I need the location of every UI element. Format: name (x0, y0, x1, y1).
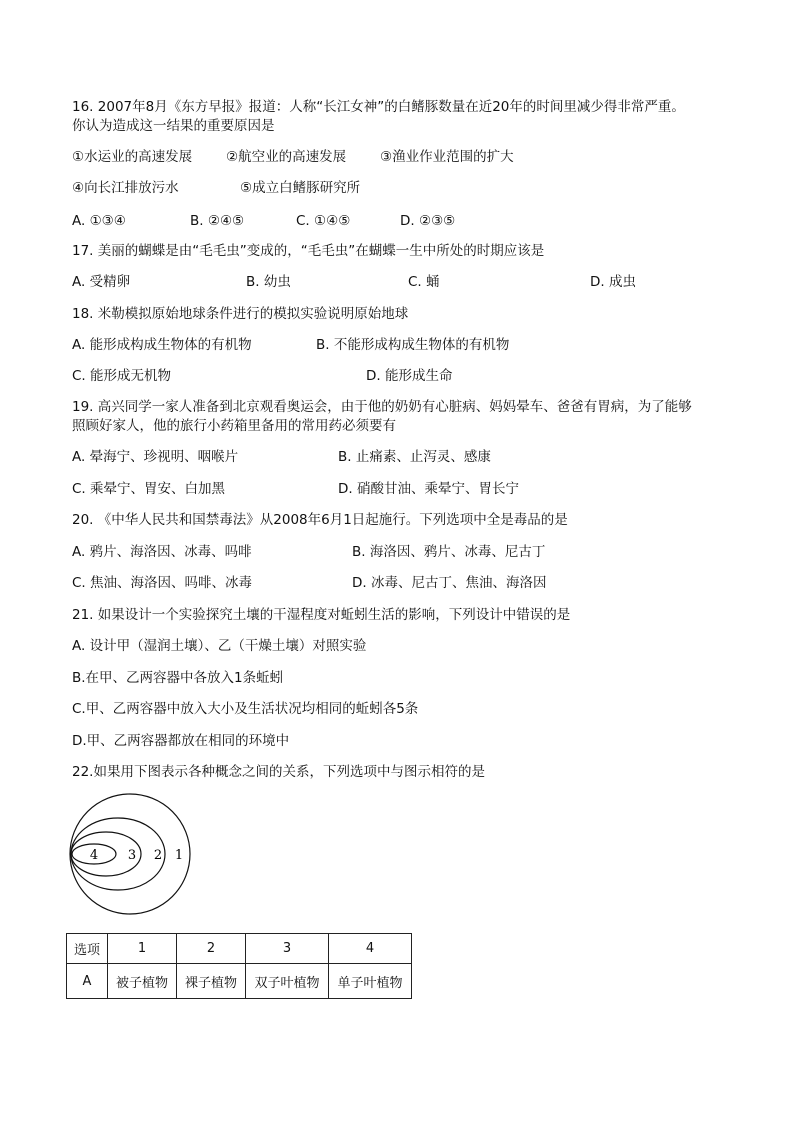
table-header-cell: 3 (246, 934, 329, 964)
q16-item-3: ③渔业作业范围的扩大 (380, 149, 514, 165)
q19-option-c: C. 乘晕宁、胃安、白加黑 (72, 481, 226, 497)
q16-item-1: ①水运业的高速发展 (72, 149, 193, 165)
diagram-label-2: 2 (153, 848, 163, 863)
q16-option-c: C. ①④⑤ (296, 213, 351, 229)
q21-option-c: C.甲、乙两容器中放入大小及生活状况均相同的蚯蚓各5条 (72, 701, 419, 717)
q19-option-b: B. 止痛素、止泻灵、感康 (338, 449, 491, 465)
table-header-cell: 选项 (67, 934, 108, 964)
q22-stem: 22.如果用下图表示各种概念之间的关系，下列选项中与图示相符的是 (72, 764, 485, 780)
q18-option-a: A. 能形成构成生物体的有机物 (72, 337, 252, 353)
q16-item-2: ②航空业的高速发展 (226, 149, 347, 165)
table-cell: 双子叶植物 (246, 964, 329, 999)
q21-option-b: B.在甲、乙两容器中各放入1条蚯蚓 (72, 670, 284, 686)
q18-stem: 18. 米勒模拟原始地球条件进行的模拟实验说明原始地球 (72, 306, 409, 322)
q19-option-a: A. 晕海宁、珍视明、咽喉片 (72, 449, 239, 465)
q17-option-c: C. 蛹 (408, 274, 440, 290)
q21-option-d: D.甲、乙两容器都放在相同的环境中 (72, 733, 290, 749)
diagram-label-4: 4 (89, 848, 99, 863)
table-cell: A (67, 964, 108, 999)
q16-option-d: D. ②③⑤ (400, 213, 456, 229)
q19-option-d: D. 硝酸甘油、乘晕宁、胃长宁 (338, 481, 519, 497)
q20-option-a: A. 鸦片、海洛因、冰毒、吗啡 (72, 544, 252, 560)
q16-option-a: A. ①③④ (72, 213, 126, 229)
q17-option-b: B. 幼虫 (246, 274, 291, 290)
table-header-cell: 1 (108, 934, 177, 964)
table-cell: 裸子植物 (177, 964, 246, 999)
q17-option-d: D. 成虫 (590, 274, 636, 290)
q20-option-c: C. 焦油、海洛因、吗啡、冰毒 (72, 575, 253, 591)
q16-item-4: ④向长江排放污水 (72, 180, 179, 196)
q20-option-d: D. 冰毒、尼古丁、焦油、海洛因 (352, 575, 547, 591)
q17-option-a: A. 受精卵 (72, 274, 131, 290)
table-header-cell: 2 (177, 934, 246, 964)
q22-options-table (66, 933, 412, 999)
diagram-label-3: 3 (127, 848, 137, 863)
q16-stem-line2: 你认为造成这一结果的重要原因是 (72, 118, 275, 134)
q20-stem: 20. 《中华人民共和国禁毒法》从2008年6月1日起施行。下列选项中全是毒品的是 (72, 512, 568, 528)
q18-option-b: B. 不能形成构成生物体的有机物 (316, 337, 510, 353)
q19-stem-line1: 19. 高兴同学一家人准备到北京观看奥运会，由于他的奶奶有心脏病、妈妈晕车、爸爸有胃病，为了能够 (72, 399, 692, 415)
diagram-ellipse-2 (71, 818, 165, 890)
q16-stem-line1: 16. 2007年8月《东方早报》报道：人称“长江女神”的白鳍豚数量在近20年的时间里减少得非常严重。 (72, 99, 685, 115)
diagram-label-1: 1 (174, 848, 184, 863)
q21-option-a: A. 设计甲（湿润土壤）、乙（干燥土壤）对照实验 (72, 638, 367, 654)
table-cell: 单子叶植物 (329, 964, 412, 999)
table-row (67, 964, 412, 999)
q21-stem: 21. 如果设计一个实验探究土壤的干湿程度对蚯蚓生活的影响，下列设计中错误的是 (72, 607, 571, 623)
table-header-cell: 4 (329, 934, 412, 964)
q16-item-5: ⑤成立白鳍豚研究所 (240, 180, 361, 196)
q18-option-c: C. 能形成无机物 (72, 368, 172, 384)
concept-diagram (66, 788, 206, 918)
table-header-row (67, 934, 412, 964)
q19-stem-line2: 照顾好家人，他的旅行小药箱里备用的常用药必须要有 (72, 418, 396, 434)
table-cell: 被子植物 (108, 964, 177, 999)
q18-option-d: D. 能形成生命 (366, 368, 453, 384)
q17-stem: 17. 美丽的蝴蝶是由“毛毛虫”变成的，“毛毛虫”在蝴蝶一生中所处的时期应该是 (72, 243, 545, 259)
q20-option-b: B. 海洛因、鸦片、冰毒、尼古丁 (352, 544, 546, 560)
q16-option-b: B. ②④⑤ (190, 213, 245, 229)
